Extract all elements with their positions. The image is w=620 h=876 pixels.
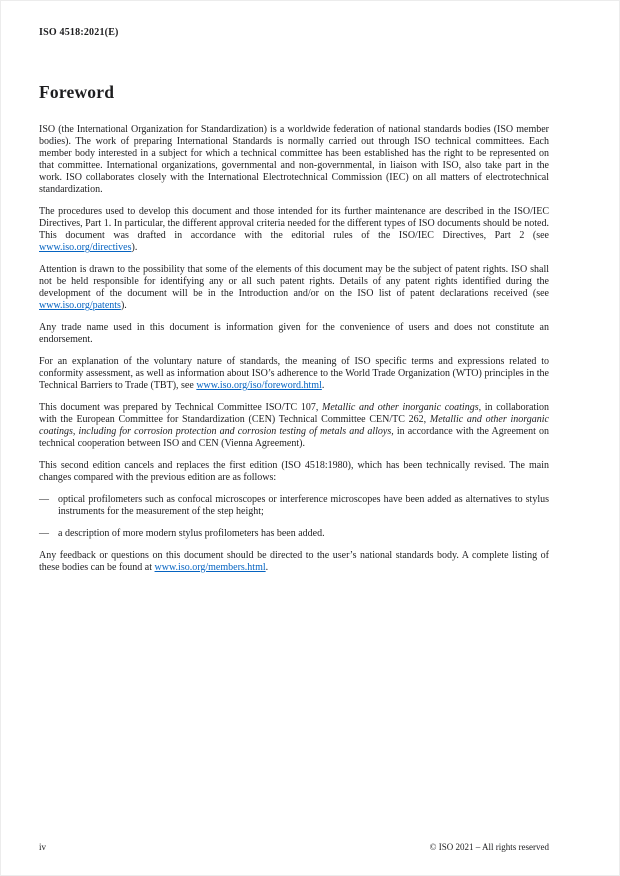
paragraph-text: This document was prepared by Technical Committee ISO/TC 107, <box>39 402 323 413</box>
foreword-paragraph-2 <box>39 206 549 254</box>
paragraph-text: Attention is drawn to the possibility that some of the elements of this document may be the subject of patent rights. ISO shall not be held responsible for identifying any or all such patent rights. Details of any patent rights identified during the development of the document will be in the Introduction and/or on the ISO list of patent declarations received (see <box>39 264 549 299</box>
paragraph-text: ). <box>131 242 138 253</box>
cen-committee-title-italic: Metallic and other inorganic coatings, including for corrosion protection and corrosion testing of metals and alloys, <box>39 414 549 437</box>
link-iso-members[interactable]: www.iso.org/members.html <box>154 562 266 573</box>
link-iso-foreword[interactable]: www.iso.org/iso/foreword.html <box>196 380 322 391</box>
foreword-paragraph-8 <box>39 550 549 574</box>
em-dash-bullet: — <box>39 494 49 505</box>
foreword-paragraph-4: Any trade name used in this document is information given for the convenience of users and does not constitute an endorsement. <box>39 322 549 345</box>
document-reference: ISO 4518:2021(E) <box>39 27 119 38</box>
foreword-paragraph-5 <box>39 356 549 392</box>
page-number: iv <box>39 842 47 852</box>
paragraph-text: in collaboration with the European Committee for Standardization (CEN) Technical Committee CEN/TC 262, <box>39 402 549 425</box>
paragraph-text: . <box>265 562 269 573</box>
foreword-paragraph-6 <box>39 402 549 450</box>
change-list-item-1 <box>39 494 549 518</box>
committee-title-italic: Metallic and other inorganic coatings, <box>322 402 482 413</box>
change-list-item-2 <box>39 528 549 540</box>
foreword-title: Foreword <box>39 82 115 102</box>
em-dash-bullet: — <box>39 528 49 539</box>
link-iso-patents[interactable]: www.iso.org/patents <box>39 300 121 311</box>
foreword-paragraph-1: ISO (the International Organization for Standardization) is a worldwide federation of national standards bodies (ISO member bodies). The work of preparing International Standards is normally carried out through ISO technical committees. Each member body interested in a subject for which a technical committee has been established has the right to be represented on that committee. International organizations, governmental and non-governmental, in liaison with ISO, also take part in the work. ISO collaborates closely with the International Electrotechnical Commission (IEC) on all matters of electrotechnical standardization. <box>39 124 549 195</box>
bullet-text: a description of more modern stylus profilometers has been added. <box>58 528 325 539</box>
paragraph-text: For an explanation of the voluntary nature of standards, the meaning of ISO specific terms and expressions related to conformity assessment, as well as information about ISO’s adherence to the World Trade Organization (WTO) principles in the Technical Barriers to Trade (TBT), see <box>39 356 549 391</box>
page-footer <box>39 842 549 852</box>
link-iso-directives[interactable]: www.iso.org/directives <box>39 242 132 253</box>
foreword-paragraph-7: This second edition cancels and replaces the first edition (ISO 4518:1980), which has been technically revised. The main changes compared with the previous edition are as follows: <box>39 460 549 483</box>
paragraph-text: Any feedback or questions on this document should be directed to the user’s national standards body. A complete listing of these bodies can be found at <box>39 550 549 573</box>
paragraph-text: ). <box>120 300 127 311</box>
bullet-text: optical profilometers such as confocal microscopes or interference microscopes have been added as alternatives to stylus instruments for the measurement of the step height; <box>58 494 549 517</box>
paragraph-text: in accordance with the Agreement on technical cooperation between ISO and CEN (Vienna Agreement). <box>39 426 550 449</box>
paragraph-text: The procedures used to develop this document and those intended for its further maintenance are described in the ISO/IEC Directives, Part 1. In particular, the different approval criteria needed for the different types of ISO documents should be noted. This document was drafted in accordance with the editorial rules of the ISO/IEC Directives, Part 2 (see <box>39 206 549 241</box>
copyright-notice: © ISO 2021 – All rights reserved <box>429 842 549 852</box>
paragraph-text: . <box>321 380 325 391</box>
foreword-paragraph-3 <box>39 264 549 312</box>
